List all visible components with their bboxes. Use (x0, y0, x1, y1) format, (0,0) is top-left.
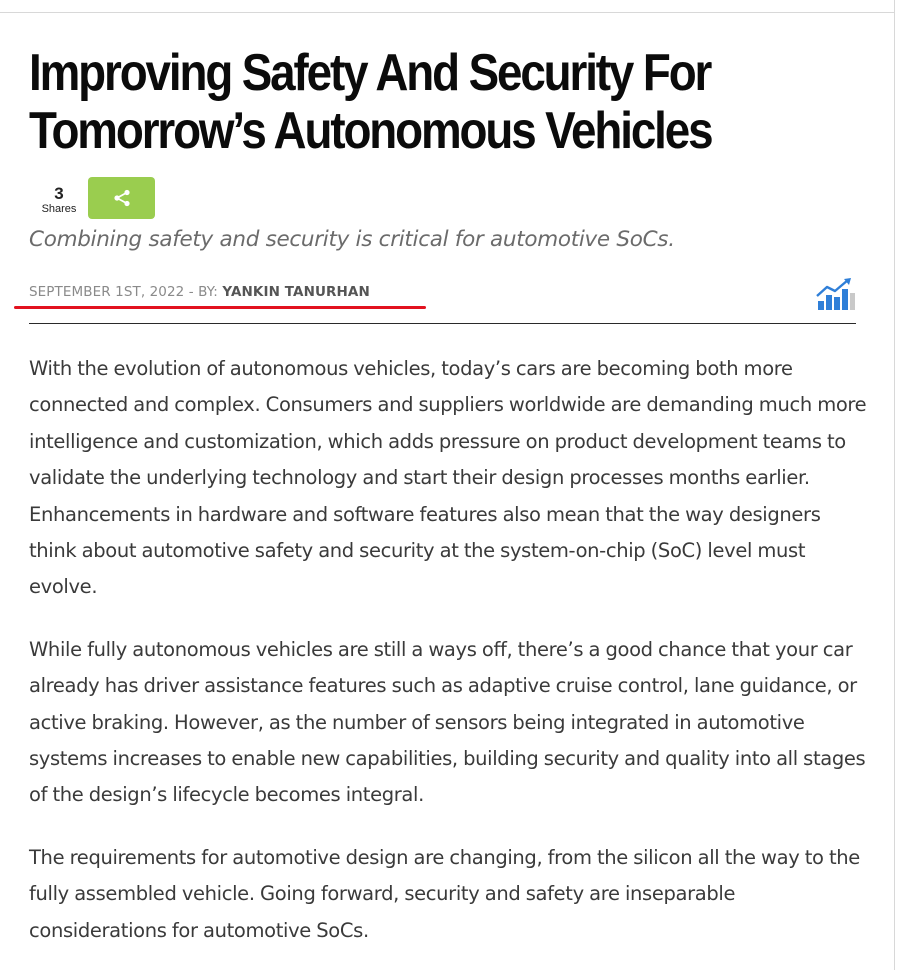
annotation-underline (14, 306, 426, 309)
byline-prefix: - BY: (184, 284, 223, 300)
share-counter (37, 177, 81, 216)
article (29, 44, 867, 942)
share-button[interactable] (88, 177, 155, 219)
share-icon (113, 189, 131, 207)
page-right-border (894, 0, 895, 970)
share-count: 3 (54, 184, 64, 203)
paragraph: The requirements for automotive design are changing, from the silicon all the way to the fully assembled vehicle. Going forward, security and safety are inseparable considerations for automotive SoCs. (29, 845, 860, 942)
share-count-label: Shares (41, 203, 77, 215)
article-title: Improving Safety And Security For Tomorrow’s Autonomous Vehicles (29, 44, 712, 160)
article-meta (29, 284, 856, 324)
byline (29, 284, 370, 300)
bar-chart-trend-icon[interactable] (815, 276, 857, 312)
paragraph: While fully autonomous vehicles are still a ways off, there’s a good chance that your car already has driver assistance features such as adaptive cruise control, lane guidance, or active braking. However, as the number of sensors being integrated in automotive systems increases to enable new capabilities, building security and quality into all stages of the design’s lifecycle becomes integral. (29, 637, 866, 807)
article-body (29, 351, 869, 970)
share-bar (37, 177, 155, 221)
paragraph: With the evolution of autonomous vehicles, today’s cars are becoming both more connected and complex. Consumers and suppliers worldwide are demanding much more intelligence and customization, which adds pressure on product development teams to validate the underlying technology and start their design processes months earlier. Enhancements in hardware and software features also mean that the way designers think about automotive safety and security at the system-on-chip (SoC) level must evolve. (29, 357, 867, 599)
article-subtitle: Combining safety and security is critical for automotive SoCs. (29, 227, 675, 252)
page-top-border (0, 0, 894, 13)
author-link[interactable]: YANKIN TANURHAN (222, 284, 370, 300)
meta-divider (29, 323, 856, 324)
publish-date: SEPTEMBER 1ST, 2022 (29, 284, 185, 300)
